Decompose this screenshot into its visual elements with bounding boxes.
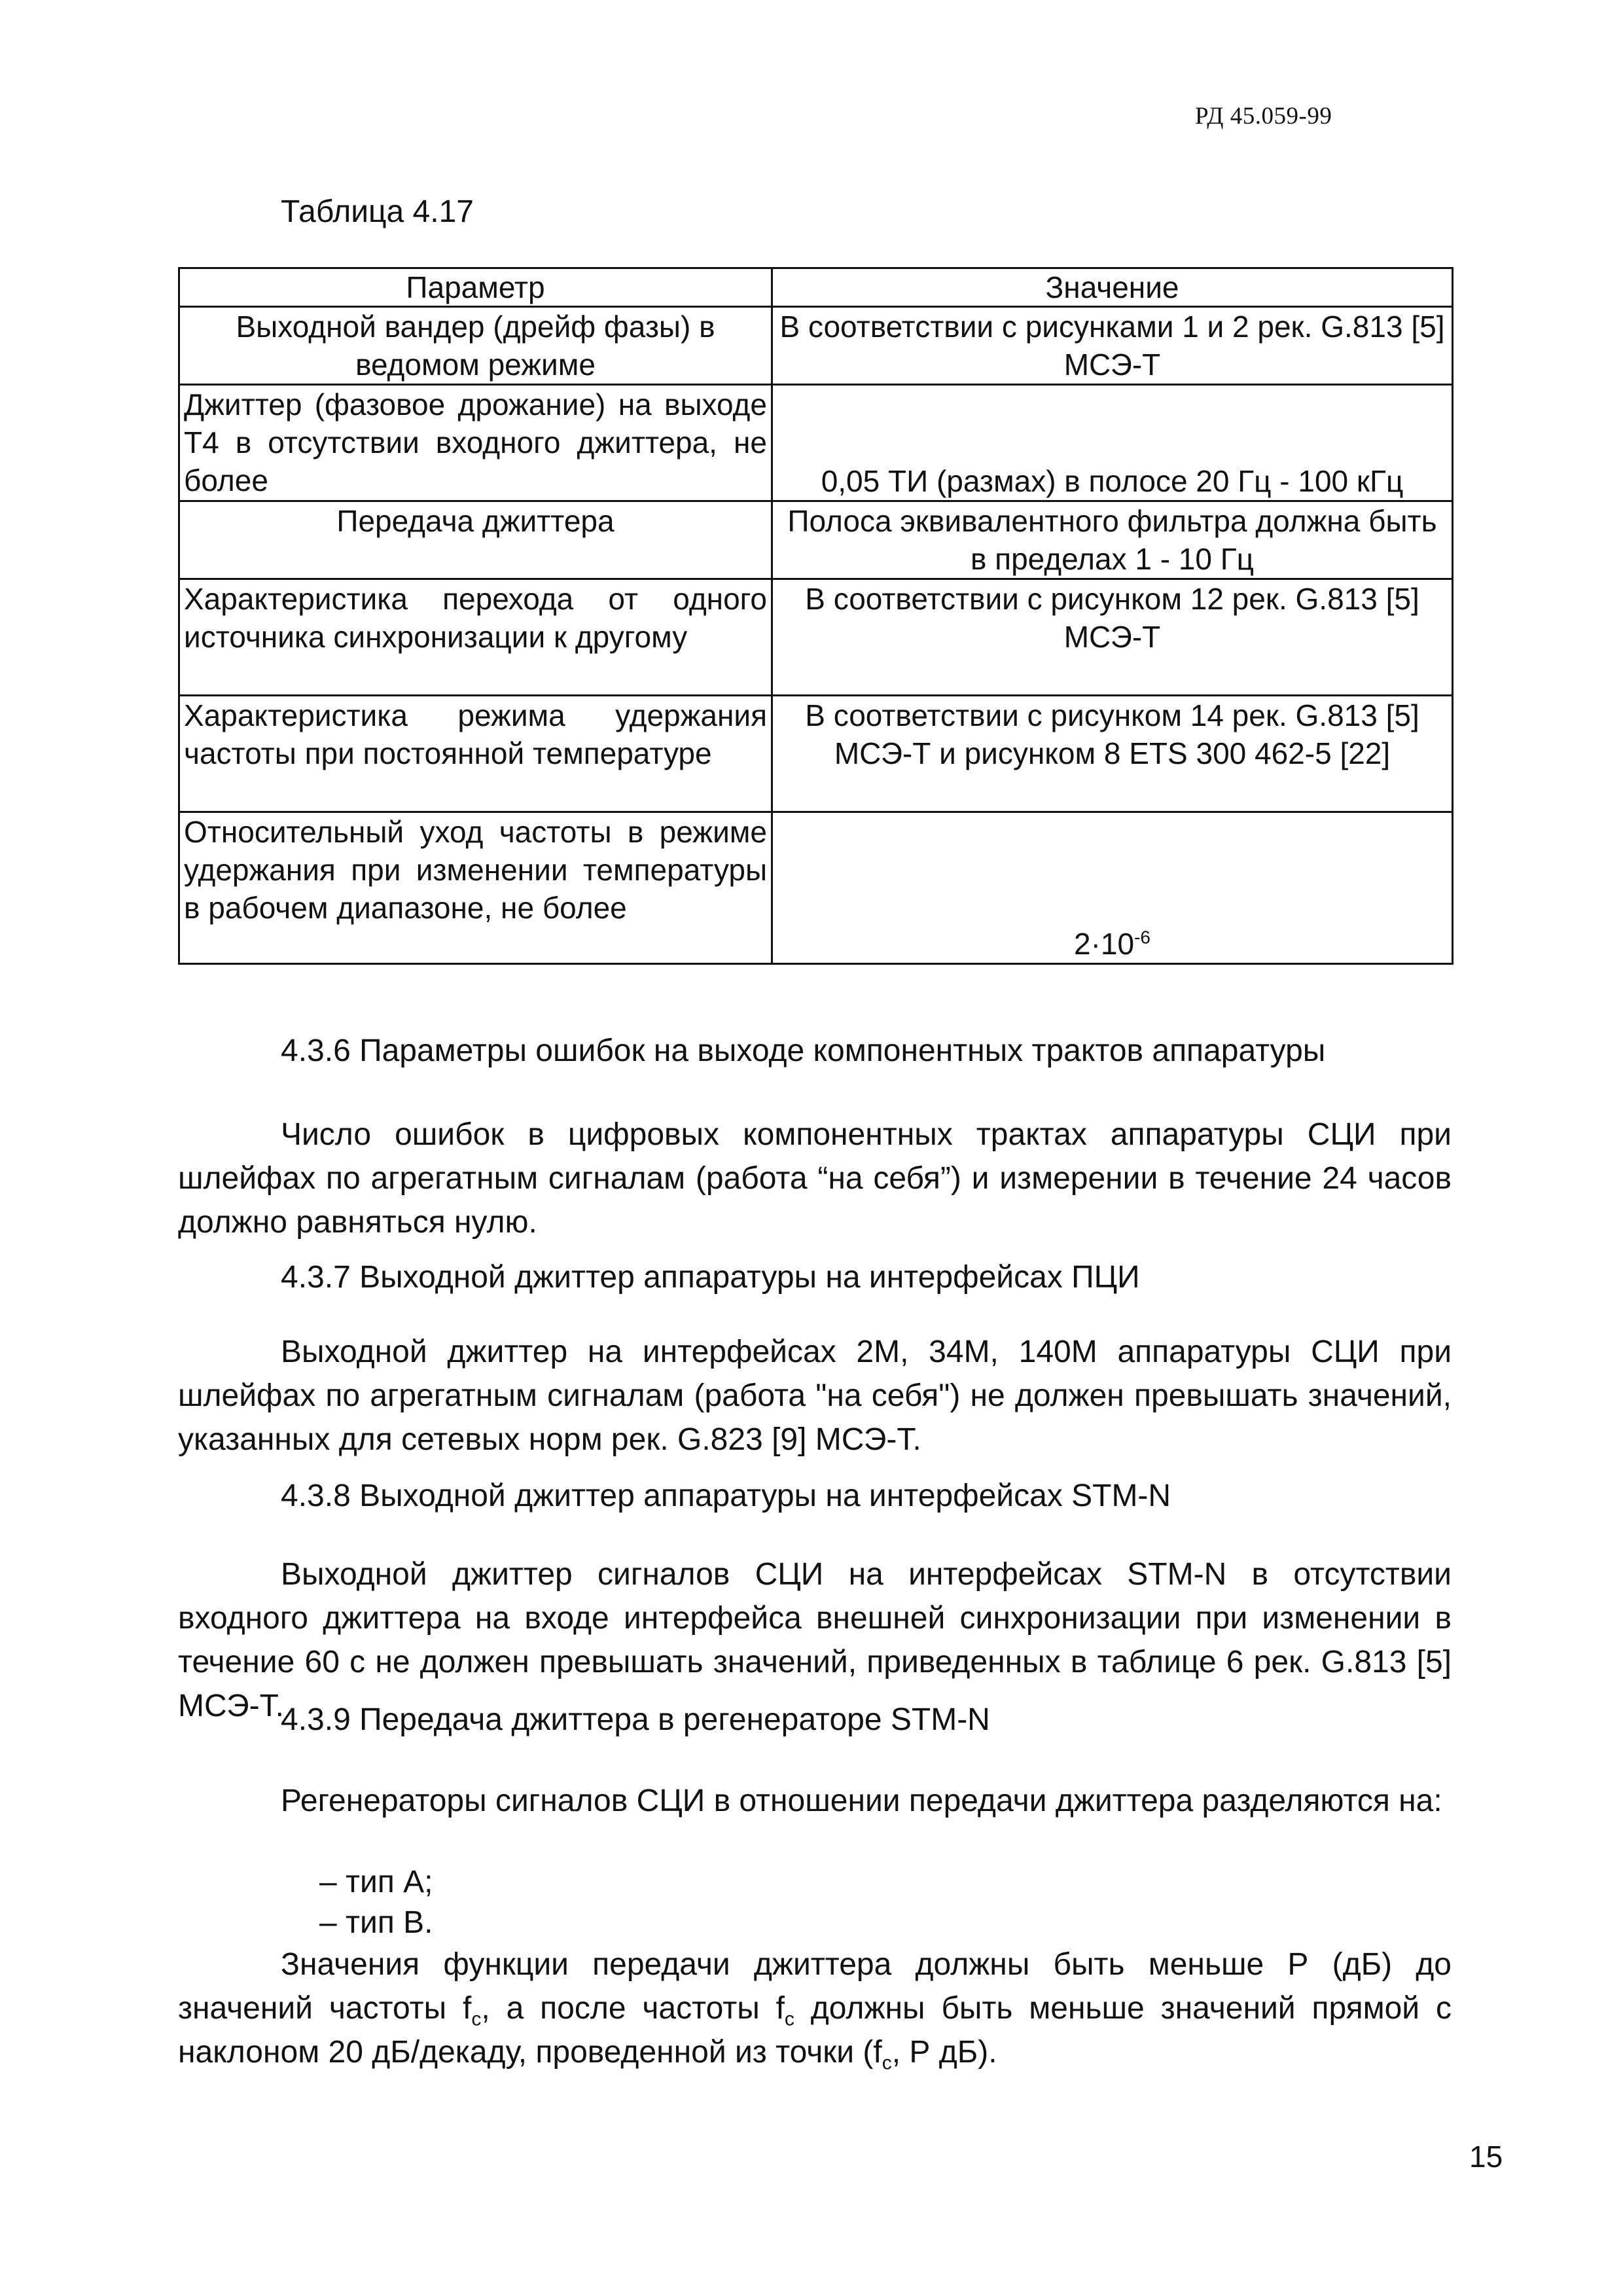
table-cell-parameter: Джиттер (фазовое дрожание) на выходе Т4 в отсутствии входного джиттера, не более	[179, 385, 772, 501]
value-exponent: -6	[1134, 927, 1150, 948]
table-cell-value: Полоса эквивалентного фильтра должна быть в пределах 1 - 10 Гц	[772, 501, 1453, 579]
paragraph	[178, 1330, 1452, 1462]
closing-text-4: , Р дБ).	[891, 2035, 997, 2070]
section-heading-4-3-6: 4.3.6 Параметры ошибок на выходе компонентных трактов аппаратуры	[281, 1033, 1326, 1068]
value-base: 2·10	[1074, 927, 1135, 961]
table-row	[179, 696, 1453, 812]
table-cell-parameter: Выходной вандер (дрейф фазы) в ведомом режиме	[179, 307, 772, 385]
document-code: РД 45.059-99	[1195, 103, 1332, 130]
closing-paragraph	[178, 1943, 1452, 2074]
table-cell-value: 0,05 ТИ (размах) в полосе 20 Гц - 100 кГц	[772, 385, 1453, 501]
table-cell-parameter: Относительный уход частоты в режиме удержания при изменении температуры в рабочем диапазоне, не более	[179, 812, 772, 964]
table-header-row	[179, 268, 1453, 307]
paragraph-text: Выходной джиттер сигналов СЦИ на интерфейсах STM-N в отсутствии входного джиттера на входе интерфейса внешней синхронизации при изменении в течение 60 с не должен превышать значений, приведенных в таблице 6 рек. G.813 [5] МСЭ-Т.	[178, 1557, 1452, 1723]
table-row	[179, 501, 1453, 579]
paragraph-text: Регенераторы сигналов СЦИ в отношении передачи джиттера разделяются на:	[281, 1784, 1442, 1818]
table-cell-value: В соответствии с рисунками 1 и 2 рек. G.813 [5] МСЭ-Т	[772, 307, 1453, 385]
table-row	[179, 385, 1453, 501]
closing-text-3: должны быть меньше значений прямой с наклоном 20 дБ/декаду, проведенной из точки (f	[178, 1991, 1452, 2070]
page-number: 15	[1469, 2140, 1503, 2174]
table-cell-value: В соответствии с рисунком 12 рек. G.813 [5] МСЭ-Т	[772, 579, 1453, 696]
table-row	[179, 307, 1453, 385]
column-header-parameter: Параметр	[179, 268, 772, 307]
paragraph-text: Число ошибок в цифровых компонентных трактах аппаратуры СЦИ при шлейфах по агрегатным сигналам (работа “на себя”) и измерении в течение 24 часов должно равняться нулю.	[178, 1117, 1452, 1240]
list-item: – тип В.	[319, 1905, 433, 1940]
subscript-c: c	[784, 2008, 794, 2030]
subscript-c: c	[471, 2008, 482, 2030]
table-cell-parameter: Передача джиттера	[179, 501, 772, 579]
paragraph	[178, 1779, 1452, 1823]
parameters-table	[178, 267, 1454, 965]
section-heading-4-3-9: 4.3.9 Передача джиттера в регенераторе STM-N	[281, 1702, 990, 1737]
closing-text-1: Значения функции передачи джиттера должны быть меньше Р (дБ) до значений частоты f	[178, 1947, 1452, 2026]
paragraph-text: Выходной джиттер на интерфейсах 2М, 34М, 140М аппаратуры СЦИ при шлейфах по агрегатным сигналам (работа "на себя") не должен превышать значений, указанных для сетевых норм рек. G.823 [9] МСЭ-Т.	[178, 1335, 1452, 1457]
closing-text-2: , а после частоты f	[481, 1991, 785, 2026]
column-header-value: Значение	[772, 268, 1453, 307]
table-row	[179, 579, 1453, 696]
paragraph	[178, 1113, 1452, 1244]
table-cell-parameter: Характеристика режима удержания частоты при постоянной температуре	[179, 696, 772, 812]
table-caption: Таблица 4.17	[281, 194, 474, 229]
table-cell-value	[772, 812, 1453, 964]
section-heading-4-3-8: 4.3.8 Выходной джиттер аппаратуры на интерфейсах STM-N	[281, 1479, 1171, 1513]
table-cell-parameter: Характеристика перехода от одного источника синхронизации к другому	[179, 579, 772, 696]
subscript-c: c	[882, 2052, 892, 2074]
section-heading-4-3-7: 4.3.7 Выходной джиттер аппаратуры на интерфейсах ПЦИ	[281, 1260, 1140, 1295]
table-row	[179, 812, 1453, 964]
table-cell-value: В соответствии с рисунком 14 рек. G.813 [5] МСЭ-Т и рисунком 8 ETS 300 462-5 [22]	[772, 696, 1453, 812]
list-item: – тип А;	[319, 1865, 433, 1899]
